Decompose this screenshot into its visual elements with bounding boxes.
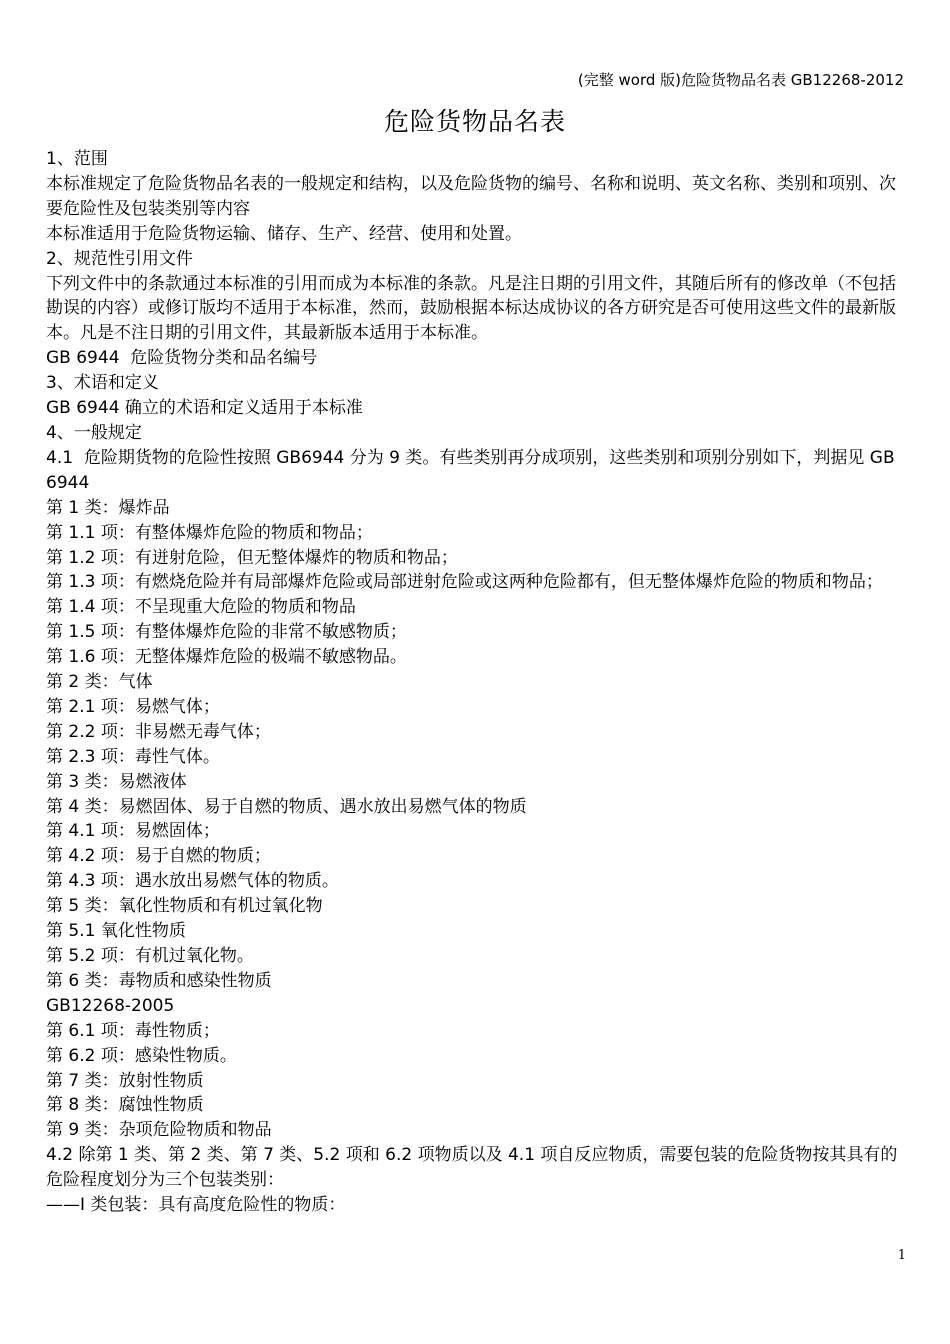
- division-item: 第 1.5 项：有整体爆炸危险的非常不敏感物质；: [46, 622, 407, 643]
- division-item: 第 4.3 项：遇水放出易燃气体的物质。: [46, 871, 339, 892]
- division-item: 第 2.3 项：毒性气体。: [46, 746, 220, 767]
- paragraph: 4.2 除第 1 类、第 2 类、第 7 类、5.2 项和 6.2 项物质以及 4.1 项自反应物质，需要包装的危险货物按其具有的危险程度划分为三个包装类别：: [46, 1145, 898, 1191]
- packing-group-item: ——I 类包装：具有高度危险性的物质：: [46, 1195, 346, 1216]
- class-item: 第 2 类：气体: [46, 672, 153, 693]
- paragraph: 本标准适用于危险货物运输、储存、生产、经营、使用和处置。: [46, 223, 522, 244]
- division-item: 第 1.2 项：有迸射危险，但无整体爆炸的物质和物品；: [46, 547, 458, 568]
- paragraph: 4.1 危险期货物的危险性按照 GB6944 分为 9 类。有些类别再分成项别，这些类别和项别分别如下，判据见 GB 6944: [46, 447, 901, 493]
- division-item: 第 5.2 项：有机过氧化物。: [46, 946, 254, 966]
- division-item: 第 4.1 项：易燃固体；: [46, 821, 220, 842]
- class-item: 第 6 类：毒物质和感染性物质: [46, 970, 272, 991]
- section-heading-scope: 1、范围: [46, 149, 108, 169]
- section-heading-references: 2、规范性引用文件: [46, 248, 193, 269]
- class-item: 第 1 类：爆炸品: [46, 497, 170, 518]
- class-item: 第 7 类：放射性物质: [46, 1070, 204, 1091]
- division-item: 第 2.1 项：易燃气体；: [46, 696, 220, 717]
- division-item: 第 5.1 氧化性物质: [46, 921, 186, 942]
- paragraph: GB 6944 确立的术语和定义适用于本标准: [46, 398, 363, 419]
- paragraph: 下列文件中的条款通过本标准的引用而成为本标准的条款。凡是注日期的引用文件，其随后所有的修改单（不包括勘误的内容）或修订版均不适用于本标准，然而，鼓励根据本标达成协议的各方研究是否可使用这些文件的最新版本。凡是不注日期的引用文件，其最新版本适用于本标准。: [46, 273, 896, 344]
- page-number: 1: [897, 1248, 906, 1263]
- division-item: 第 6.1 项：毒性物质；: [46, 1020, 220, 1041]
- class-item: 第 4 类：易燃固体、易于自燃的物质、遇水放出易燃气体的物质: [46, 796, 527, 817]
- standard-code: GB12268-2005: [46, 995, 175, 1016]
- division-item: 第 1.6 项：无整体爆炸危险的极端不敏感物品。: [46, 647, 407, 668]
- division-item: 第 1.4 项：不呈现重大危险的物质和物品: [46, 597, 356, 618]
- paragraph: 本标准规定了危险货物品名表的一般规定和结构，以及危险货物的编号、名称和说明、英文名称、类别和项别、次要危险性及包装类别等内容: [46, 173, 896, 219]
- class-item: 第 5 类：氧化性物质和有机过氧化物: [46, 896, 323, 917]
- section-heading-general: 4、一般规定: [46, 422, 142, 443]
- division-item: 第 1.1 项：有整体爆炸危险的物质和物品；: [46, 522, 373, 543]
- division-item: 第 4.2 项：易于自燃的物质；: [46, 846, 271, 867]
- division-item: 第 1.3 项：有燃烧危险并有局部爆炸危险或局部迸射危险或这两种危险都有，但无整体爆炸危险的物质和物品；: [46, 572, 883, 593]
- section-heading-terms: 3、术语和定义: [46, 373, 159, 394]
- reference-item: GB 6944 危险货物分类和品名编号: [46, 348, 318, 369]
- running-header: (完整 word 版)危险货物品名表 GB12268-2012: [577, 71, 904, 89]
- class-item: 第 8 类：腐蚀性物质: [46, 1095, 204, 1116]
- class-item: 第 9 类：杂项危险物质和物品: [46, 1120, 272, 1141]
- document-body: [46, 147, 906, 1218]
- division-item: 第 2.2 项：非易燃无毒气体；: [46, 721, 271, 742]
- division-item: 第 6.2 项：感染性物质。: [46, 1045, 237, 1066]
- document-title: 危险货物品名表: [383, 107, 566, 136]
- class-item: 第 3 类：易燃液体: [46, 771, 187, 792]
